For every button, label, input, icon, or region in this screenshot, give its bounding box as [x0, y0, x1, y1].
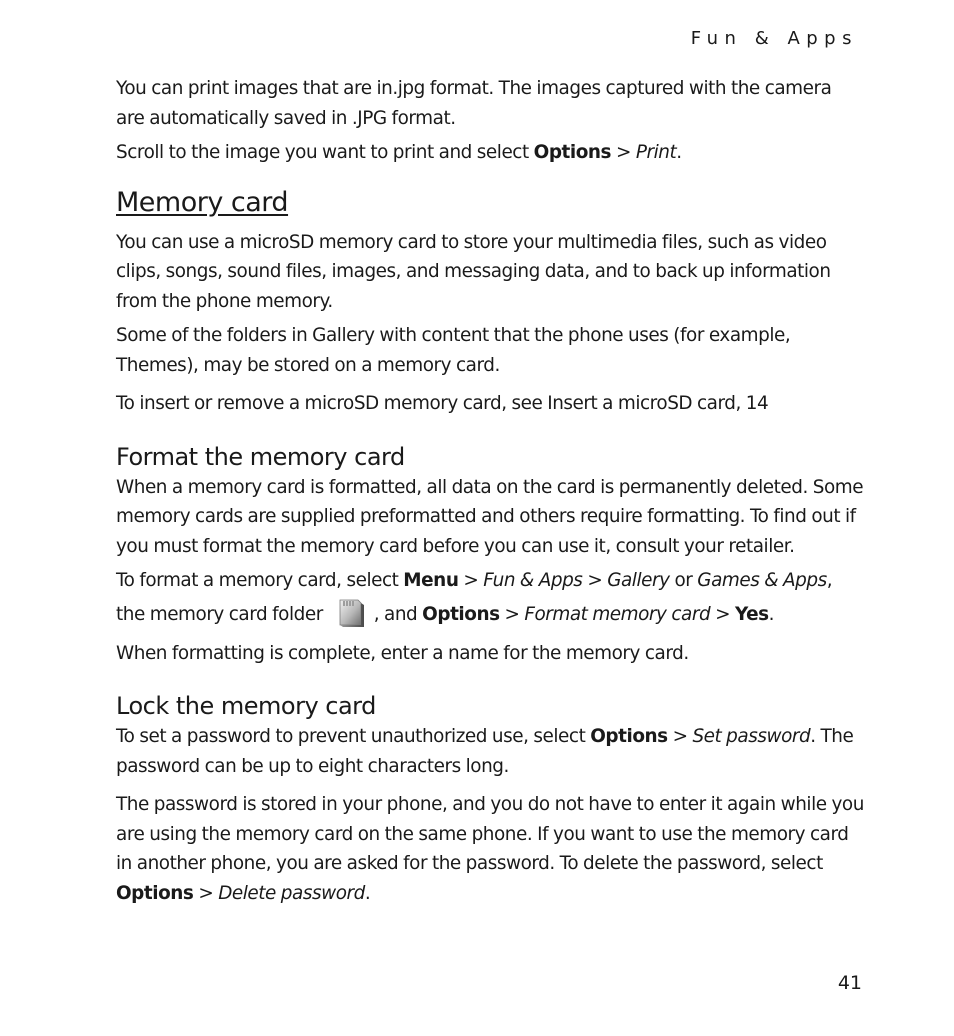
- options-term: Options: [116, 882, 194, 904]
- yes-term: Yes: [734, 603, 769, 625]
- gallery-term: Gallery: [607, 570, 670, 591]
- lock-paragraph-2: The password is stored in your phone, and you do not have to enter it again while you are using the memory card on the same phone. If you want to use the memory card in another phone, you are asked for the password. To delete the password, select Options > Delete password.: [116, 794, 864, 904]
- format-paragraph-1: When a memory card is formatted, all data on the card is permanently deleted. Some memory cards are supplied preformatted and others require formatting. To find out if you must format the memory card before you can use it, consult your retailer.: [116, 476, 864, 557]
- memory-card-paragraph-1: You can use a microSD memory card to store your multimedia files, such as video clips, songs, sound files, images, and messaging data, and to back up information from the phone memory.: [116, 231, 831, 312]
- format-memory-card-heading: Format the memory card: [116, 442, 405, 471]
- delete-password-term: Delete password: [218, 882, 365, 904]
- set-password-term: Set password: [692, 726, 811, 747]
- memory-card-heading: Memory card: [116, 186, 289, 218]
- menu-term: Menu: [403, 570, 459, 591]
- running-header: Fun & Apps: [690, 28, 858, 49]
- page-number: 41: [837, 972, 862, 994]
- options-term: Options: [590, 726, 668, 747]
- intro-paragraph-2: Scroll to the image you want to print and select Options > Print.: [116, 142, 682, 163]
- lock-memory-card-heading: Lock the memory card: [116, 692, 376, 720]
- memory-card-paragraph-3: To insert or remove a microSD memory card, see Insert a microSD card, 14: [116, 393, 769, 414]
- print-menu-term: Print: [635, 142, 677, 163]
- fun-apps-term: Fun & Apps: [483, 570, 583, 591]
- games-apps-term: Games & Apps: [697, 570, 827, 591]
- format-paragraph-2: To format a memory card, select Menu > Fun & Apps > Gallery or Games & Apps, the memory card folder , and Options > Format memory card > Yes.: [116, 566, 864, 630]
- intro-paragraph-1: You can print images that are in.jpg format. The images captured with the camera are automatically saved in .JPG format.: [116, 78, 832, 129]
- lock-paragraph-1: To set a password to prevent unauthorized use, select Options > Set password. The password can be up to eight characters long.: [116, 726, 854, 777]
- page-content: [116, 74, 864, 913]
- memory-card-paragraph-2: Some of the folders in Gallery with content that the phone uses (for example, Themes), may be stored on a memory card.: [116, 325, 791, 376]
- options-menu-term: Options: [533, 142, 612, 163]
- options-term: Options: [422, 603, 500, 625]
- memory-card-folder-icon: [334, 596, 368, 630]
- format-paragraph-3: When formatting is complete, enter a name for the memory card.: [116, 642, 689, 664]
- format-memory-card-term: Format memory card: [524, 603, 711, 625]
